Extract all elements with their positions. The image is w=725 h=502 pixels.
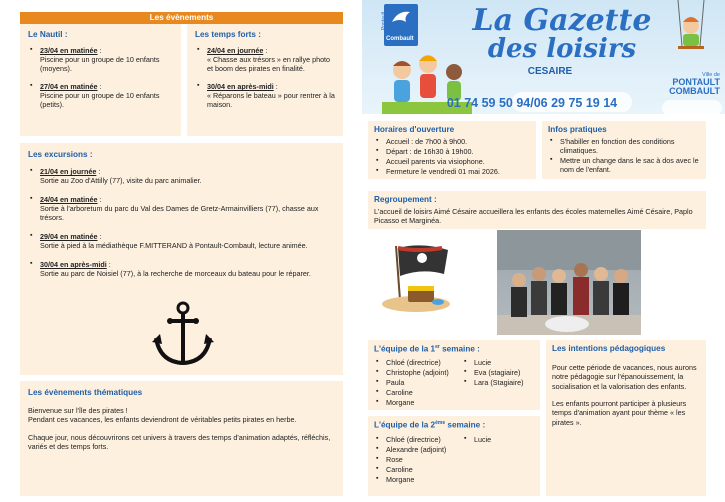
horaires-item: ▪ Fermeture le vendredi 01 mai 2026. — [374, 167, 530, 176]
horaires-item: ▪ Départ : de 16h30 à 19h00. — [374, 147, 530, 156]
excursions-list — [28, 167, 335, 278]
event-description: Piscine pour un groupe de 10 enfants (moyens). — [40, 55, 160, 73]
event-date-separator: : — [273, 82, 278, 91]
horaires-item: ▪ Accueil parents via visiophone. — [374, 157, 530, 166]
anchor-icon — [150, 300, 216, 368]
infos-title: Infos pratiques — [548, 125, 607, 134]
logo-bottom-text: Combault — [386, 36, 414, 42]
cloud-decoration — [662, 100, 722, 114]
city-name-line1: PONTAULT — [672, 77, 720, 87]
team-member: ▪ Lucie — [462, 358, 524, 367]
event-date-separator: : — [97, 232, 102, 241]
event-description: Sortie au parc de Noisiel (77), à la recherche de morceaux du bateau pour le réparer. — [40, 269, 311, 278]
gazette-title-line1: La Gazette — [472, 3, 652, 38]
thematiques-p3: Chaque jour, nous découvrirons cet univers à travers des temps d'animation adaptés, réfléchis, variés et des temps forts. — [28, 432, 331, 452]
horaires-title: Horaires d'ouverture — [374, 125, 455, 134]
equipe1-columns — [374, 358, 534, 408]
team-member: ▪ Lucie — [462, 435, 491, 444]
team-member: ▪ Paula — [374, 378, 462, 387]
temps-forts-title: Les temps forts : — [195, 30, 261, 39]
horaires-box — [368, 121, 536, 179]
event-description: Sortie à l'arboretum du parc du Val des Dames de Gretz-Armainvilliers (77), chasse aux trésors. — [40, 204, 319, 222]
horaires-item: ▪ Accueil : de 7h00 à 9h00. — [374, 137, 530, 146]
equipe2-title-sup: ème — [435, 420, 446, 426]
intentions-p2: Les enfants pourront participer à plusieurs temps d'animation ayant pour thème « les pirates ». — [552, 399, 687, 427]
equipe2-col2 — [462, 435, 491, 485]
thematiques-p1: Bienvenue sur l'île des pirates ! — [28, 406, 128, 415]
team-member: ▪ Eva (stagiaire) — [462, 368, 524, 377]
temps-forts-box — [187, 24, 343, 136]
event-date: 21/04 en journée — [40, 167, 97, 176]
intentions-p1: Pour cette période de vacances, nous aurons notre pédagogie sur l'épanouissement, la socialisation et la valorisation des enfants. — [552, 363, 697, 391]
infos-box — [542, 121, 706, 179]
temps-forts-list — [195, 46, 335, 109]
team-member: ▪ Christophe (adjoint) — [374, 368, 462, 377]
event-date-separator: : — [263, 46, 268, 55]
city-small-text: Ville de — [702, 72, 720, 78]
equipe1-title — [374, 344, 534, 354]
event-item — [28, 167, 335, 185]
equipe1-title-post: semaine : — [439, 344, 480, 354]
events-section-bar — [20, 12, 343, 24]
intentions-box — [546, 340, 706, 496]
team-photo — [497, 230, 641, 335]
event-item — [195, 46, 335, 73]
regroupement-text: L'accueil de loisirs Aimé Césaire accueillera les enfants des écoles maternelles Aimé Césaire, Paplo Picasso et Marginéa. — [374, 207, 693, 226]
team-member: ▪ Morgane — [374, 398, 462, 407]
event-item — [28, 82, 173, 109]
event-item — [28, 232, 335, 250]
event-date: 29/04 en matinée — [40, 232, 98, 241]
thematiques-box — [20, 381, 343, 496]
pirate-treasure-illustration — [378, 240, 454, 316]
gazette-title — [472, 3, 652, 64]
equipe1-col1 — [374, 358, 462, 408]
thematiques-p2: Pendant ces vacances, les enfants deviendront de véritables petits pirates en herbe. — [28, 415, 297, 425]
team-member: ▪ Chloé (directrice) — [374, 358, 462, 367]
nautil-title: Le Nautil : — [28, 30, 68, 39]
gazette-title-line2: des loisirs — [487, 34, 637, 64]
event-date: 30/04 en après-midi — [40, 260, 107, 269]
thematiques-title: Les évènements thématiques — [28, 388, 143, 397]
equipe1-title-sup: er — [435, 344, 440, 350]
event-date-separator: : — [97, 46, 102, 55]
equipe2-title-pre: L'équipe de la 2 — [374, 420, 436, 430]
team-member: ▪ Caroline — [374, 465, 462, 474]
event-description: « Réparons le bateau » pour rentrer à la maison. — [207, 91, 335, 109]
regroupement-title: Regroupement : — [374, 195, 437, 204]
team-member: ▪ Chloé (directrice) — [374, 435, 462, 444]
equipe2-box — [368, 416, 540, 496]
team-member: ▪ Lara (Stagiaire) — [462, 378, 524, 387]
infos-list — [548, 137, 700, 174]
nautil-box — [20, 24, 181, 136]
event-date: 24/04 en matinée — [40, 195, 98, 204]
equipe2-title — [374, 420, 534, 430]
header-banner — [362, 0, 725, 114]
event-date-separator: : — [106, 260, 111, 269]
infos-item: ▪ Mettre un change dans le sac à dos avec le nom de l'enfant. — [548, 156, 700, 174]
regroupement-box — [368, 191, 706, 229]
event-date-separator: : — [97, 195, 102, 204]
excursions-title: Les excursions : — [28, 150, 93, 159]
equipe2-title-post: semaine : — [445, 420, 486, 430]
event-date: 27/04 en matinée — [40, 82, 98, 91]
team-member: ▪ Rose — [374, 455, 462, 464]
event-date: 23/04 en matinée — [40, 46, 98, 55]
event-date: 24/04 en journée — [207, 46, 264, 55]
event-description: « Chasse aux trésors » en rallye photo et boom des pirates en finalité. — [207, 55, 331, 73]
event-description: Sortie au Zoo d'Attilly (77), visite du parc animalier. — [40, 176, 202, 185]
intentions-title: Les intentions pédagogiques — [552, 344, 666, 353]
gazette-subtitle: CESAIRE — [527, 66, 573, 77]
event-item — [28, 260, 335, 278]
equipe1-box — [368, 340, 540, 410]
team-member: ▪ Caroline — [374, 388, 462, 397]
event-date: 30/04 en après-midi — [207, 82, 274, 91]
equipe1-title-pre: L'équipe de la 1 — [374, 344, 436, 354]
bird-icon — [384, 4, 418, 34]
event-description: Piscine pour un groupe de 10 enfants (petits). — [40, 91, 160, 109]
event-description: Sortie à pied à la médiathèque F.MITTERAND à Pontault-Combault, lecture animée. — [40, 241, 308, 250]
equipe1-col2 — [462, 358, 524, 408]
city-name-line2: COMBAULT — [669, 86, 720, 96]
equipe2-col1 — [374, 435, 462, 485]
phone-number: 01 74 59 50 94/06 29 75 19 14 — [446, 96, 618, 110]
horaires-list — [374, 137, 530, 176]
logo-top-text: Pontault — [381, 11, 388, 31]
event-item — [28, 195, 335, 222]
city-label — [648, 72, 720, 96]
event-date-separator: : — [96, 167, 101, 176]
team-member: ▪ Morgane — [374, 475, 462, 484]
swing-kid-illustration — [658, 0, 718, 70]
event-item — [28, 46, 173, 73]
infos-item: ▪ S'habiller en fonction des conditions climatiques. — [548, 137, 700, 155]
event-item — [195, 82, 335, 109]
event-date-separator: : — [97, 82, 102, 91]
equipe2-columns — [374, 435, 534, 485]
nautil-list — [28, 46, 173, 109]
team-member: ▪ Alexandre (adjoint) — [374, 445, 462, 454]
events-bar-title: Les évènements — [149, 13, 214, 22]
